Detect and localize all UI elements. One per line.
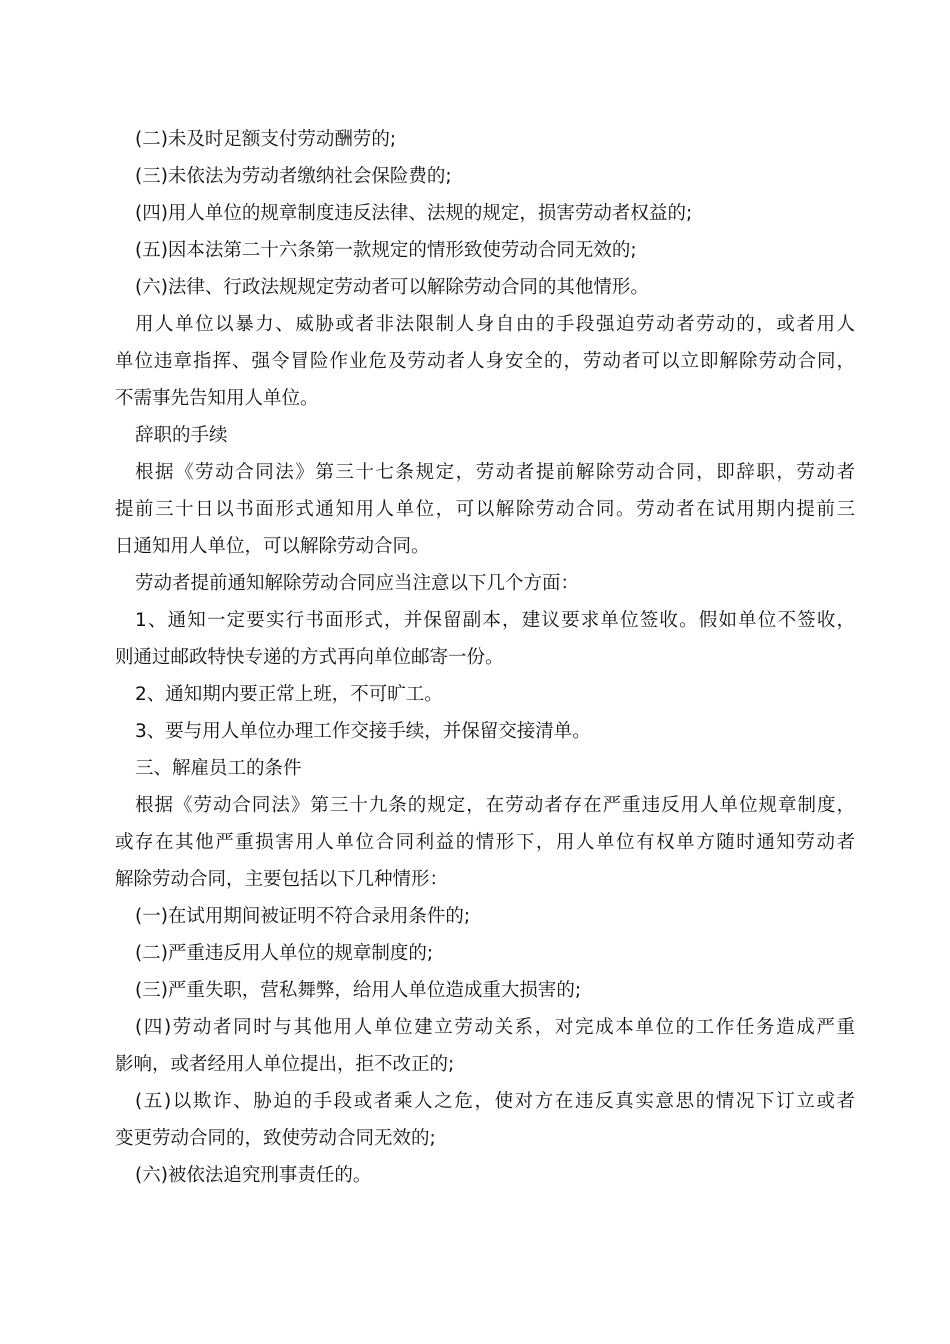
paragraph-line: 提前三十日以书面形式通知用人单位，可以解除劳动合同。劳动者在试用期内提前三 — [115, 499, 855, 520]
list-item: (三)未依法为劳动者缴纳社会保险费的; — [135, 166, 452, 187]
paragraph-line: 用人单位以暴力、威胁或者非法限制人身自由的手段强迫劳动者劳动的，或者用人 — [135, 314, 855, 335]
list-item: 则通过邮政特快专递的方式再向单位邮寄一份。 — [115, 647, 504, 668]
list-item: (一)在试用期间被证明不符合录用条件的; — [135, 906, 471, 927]
paragraph-line: 根据《劳动合同法》第三十七条规定，劳动者提前解除劳动合同，即辞职，劳动者 — [135, 462, 855, 483]
list-item: (二)严重违反用人单位的规章制度的; — [135, 943, 434, 964]
section-heading: 辞职的手续 — [135, 425, 228, 446]
paragraph-line: 单位违章指挥、强令冒险作业危及劳动者人身安全的，劳动者可以立即解除劳动合同， — [115, 351, 855, 372]
paragraph-line: 根据《劳动合同法》第三十九条的规定，在劳动者存在严重违反用人单位规章制度， — [135, 795, 855, 816]
list-item: (五)以欺诈、胁迫的手段或者乘人之危，使对方在违反真实意思的情况下订立或者 — [135, 1091, 855, 1112]
list-item: (四)劳动者同时与其他用人单位建立劳动关系，对完成本单位的工作任务造成严重 — [135, 1017, 855, 1038]
paragraph-line: 解除劳动合同，主要包括以下几种情形： — [115, 869, 449, 890]
list-item: 2、通知期内要正常上班，不可旷工。 — [135, 684, 443, 705]
list-item: 变更劳动合同的，致使劳动合同无效的; — [115, 1128, 436, 1149]
paragraph-line: 劳动者提前通知解除劳动合同应当注意以下几个方面： — [135, 573, 580, 594]
list-item: (三)严重失职，营私舞弊，给用人单位造成重大损害的; — [135, 980, 582, 1001]
list-item: (四)用人单位的规章制度违反法律、法规的规定，损害劳动者权益的; — [135, 203, 693, 224]
paragraph-line: 日通知用人单位，可以解除劳动合同。 — [115, 536, 430, 557]
paragraph-line: 不需事先告知用人单位。 — [115, 388, 319, 409]
document-body — [115, 121, 855, 1194]
list-item: (六)法律、行政法规规定劳动者可以解除劳动合同的其他情形。 — [135, 277, 649, 298]
section-heading: 三、解雇员工的条件 — [135, 758, 302, 779]
list-item: 3、要与用人单位办理工作交接手续，并保留交接清单。 — [135, 721, 591, 742]
list-item: (六)被依法追究刑事责任的。 — [135, 1165, 372, 1186]
list-item: (五)因本法第二十六条第一款规定的情形致使劳动合同无效的; — [135, 240, 637, 261]
list-item: 1、通知一定要实行书面形式，并保留副本，建议要求单位签收。假如单位不签收， — [135, 610, 855, 631]
list-item: (二)未及时足额支付劳动酬劳的; — [135, 129, 397, 150]
list-item: 影响，或者经用人单位提出，拒不改正的; — [115, 1054, 455, 1075]
paragraph-line: 或存在其他严重损害用人单位合同利益的情形下，用人单位有权单方随时通知劳动者 — [115, 832, 855, 853]
